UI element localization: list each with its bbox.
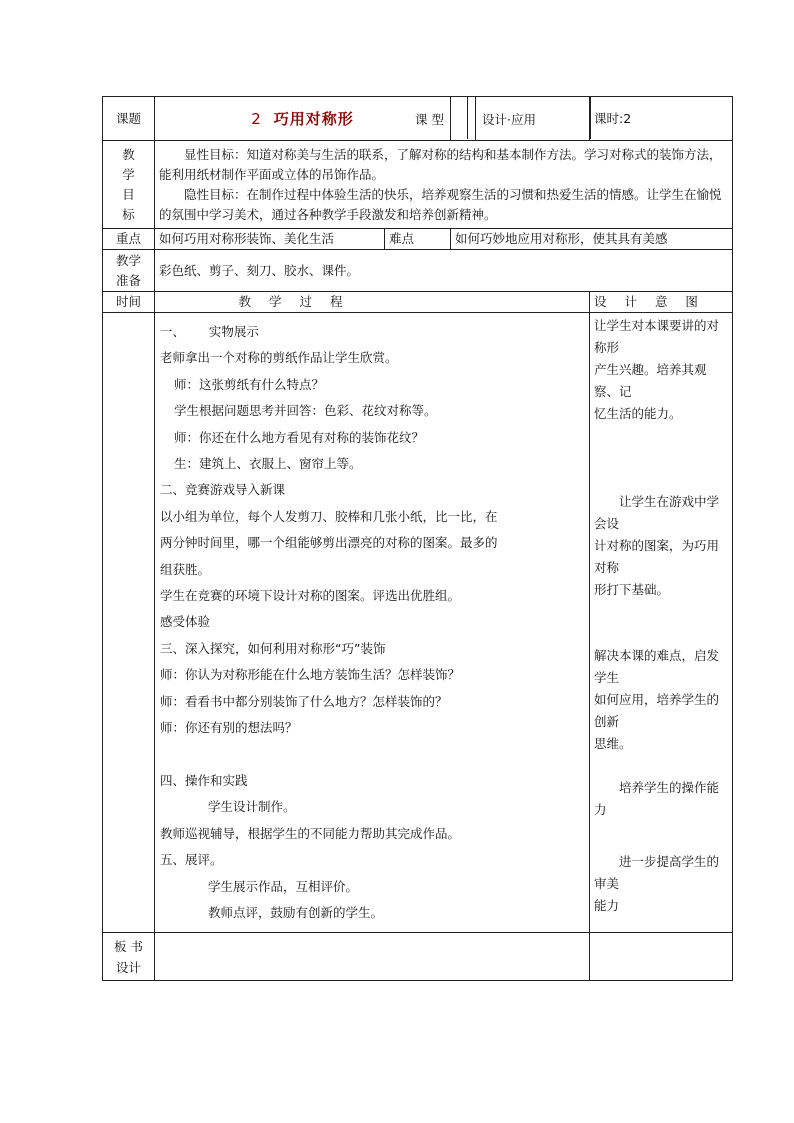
- process-line: 老师拿出一个对称的剪纸作品让学生欣赏。: [160, 350, 398, 366]
- process-line: [160, 742, 584, 768]
- design-note-line: 思维。: [594, 736, 632, 751]
- process-line: 一、 实物展示: [160, 324, 259, 339]
- design-note-line: 让学生对本课要讲的对称形: [594, 318, 720, 355]
- process-row: [103, 313, 733, 933]
- process-line: 教师点评，鼓励有创新的学生。: [208, 904, 384, 920]
- process-line: 四、操作和实践: [160, 772, 248, 788]
- design-note-line: 能力: [594, 898, 620, 913]
- lesson-plan-table: [102, 96, 733, 981]
- lesson-number: 2: [251, 109, 262, 128]
- process-line: 师：这张剪纸有什么特点？: [174, 376, 325, 392]
- topic-label: 课题: [103, 97, 155, 141]
- process-line: 学生设计制作。: [208, 799, 296, 815]
- type-value: 设计·应用: [482, 112, 536, 127]
- design-note-line: 进一步提高学生的审美: [594, 854, 720, 891]
- difficulty-value: 如何巧妙地应用对称形，使其具有美感: [451, 229, 733, 250]
- design-note-line: 如何应用，培养学生的创新: [594, 692, 720, 729]
- design-note-line: 让学生在游戏中学会设: [594, 494, 720, 531]
- process-line: 组获胜。: [160, 561, 211, 577]
- board-row: [103, 933, 733, 981]
- type-spacer: [451, 97, 476, 141]
- process-line: 学生展示作品，互相评价。: [208, 878, 359, 894]
- design-note-line: 解决本课的难点，启发学生: [594, 648, 720, 685]
- column-header-row: [103, 292, 733, 313]
- hours-divider: [590, 97, 591, 139]
- lesson-title-cell: [155, 97, 451, 141]
- process-line: 生：建筑上、衣服上、窗帘上等。: [174, 456, 362, 472]
- implicit-goal: 隐性目标：在制作过程中体验生活的快乐，培养观察生活的习惯和热爱生活的情感。让学生在愉悦的氛围中学习美术，通过各种教学手段激发和培养创新精神。: [159, 186, 722, 222]
- key-point-label: 重点: [103, 229, 155, 250]
- key-point-value: 如何巧用对称形装饰、美化生活: [155, 229, 385, 250]
- design-note-line: 产生兴趣。培养其观察、记: [594, 362, 707, 399]
- process-line: 教师巡视辅导，根据学生的不同能力帮助其完成作品。: [160, 825, 461, 841]
- process-line: 三、深入探究，如何利用对称形“巧”装饰: [160, 640, 386, 656]
- explicit-goal: 显性目标：知道对称美与生活的联系，了解对称的结构和基本制作方法。学习对称式的装饰方法，能利用纸材制作平面或立体的吊饰作品。: [159, 146, 722, 182]
- design-header: 设 计 意 图: [590, 292, 733, 313]
- lesson-title: 巧用对称形: [273, 109, 354, 128]
- goals-content: [155, 141, 733, 229]
- prep-row: [103, 250, 733, 292]
- process-content: [155, 313, 590, 933]
- design-note-line: 培养学生的操作能力: [594, 780, 720, 817]
- board-label: 板 书 设计: [103, 933, 155, 981]
- process-line: 两分钟时间里，哪一个组能够剪出漂亮的对称的图案。最多的: [160, 535, 498, 551]
- design-note-line: 忆生活的能力。: [594, 406, 682, 421]
- design-note-line: 形打下基础。: [594, 582, 670, 597]
- process-line: 师：你认为对称形能在什么地方装饰生活？怎样装饰？: [160, 667, 461, 683]
- type-label: 课 型: [415, 112, 444, 127]
- process-line: 师：看看书中都分别装饰了什么地方？怎样装饰的？: [160, 693, 448, 709]
- process-line: 感受体验: [160, 614, 211, 630]
- prep-label: 教学 准备: [103, 250, 155, 292]
- time-header: 时间: [103, 292, 155, 313]
- board-design-note: [590, 933, 733, 981]
- process-line: 学生根据问题思考并回答：色彩、花纹对称等。: [174, 403, 437, 419]
- key-points-row: [103, 229, 733, 250]
- type-divider: [467, 97, 468, 139]
- process-line: 五、展评。: [160, 852, 223, 868]
- process-line: 二、竞赛游戏导入新课: [160, 482, 286, 498]
- prep-value: 彩色纸、剪子、刻刀、胶水、课件。: [155, 250, 733, 292]
- process-header: 教 学 过 程: [155, 292, 590, 313]
- process-line: 师：你还在什么地方看见有对称的装饰花纹？: [174, 429, 425, 445]
- process-line: 师：你还有别的想法吗？: [160, 720, 298, 736]
- difficulty-label: 难点: [385, 229, 451, 250]
- process-line: 以小组为单位，每个人发剪刀、胶棒和几张小纸，比一比，在: [160, 508, 498, 524]
- design-content: [590, 313, 733, 933]
- board-content: [155, 933, 590, 981]
- time-cell: [103, 313, 155, 933]
- goals-row: [103, 141, 733, 229]
- goals-label: 教 学 目 标: [103, 141, 155, 229]
- process-line: 学生在竞赛的环境下设计对称的图案。评选出优胜组。: [160, 588, 461, 604]
- hours-cell: 课时:2: [590, 97, 733, 141]
- design-note-line: 计对称的图案，为巧用对称: [594, 538, 720, 575]
